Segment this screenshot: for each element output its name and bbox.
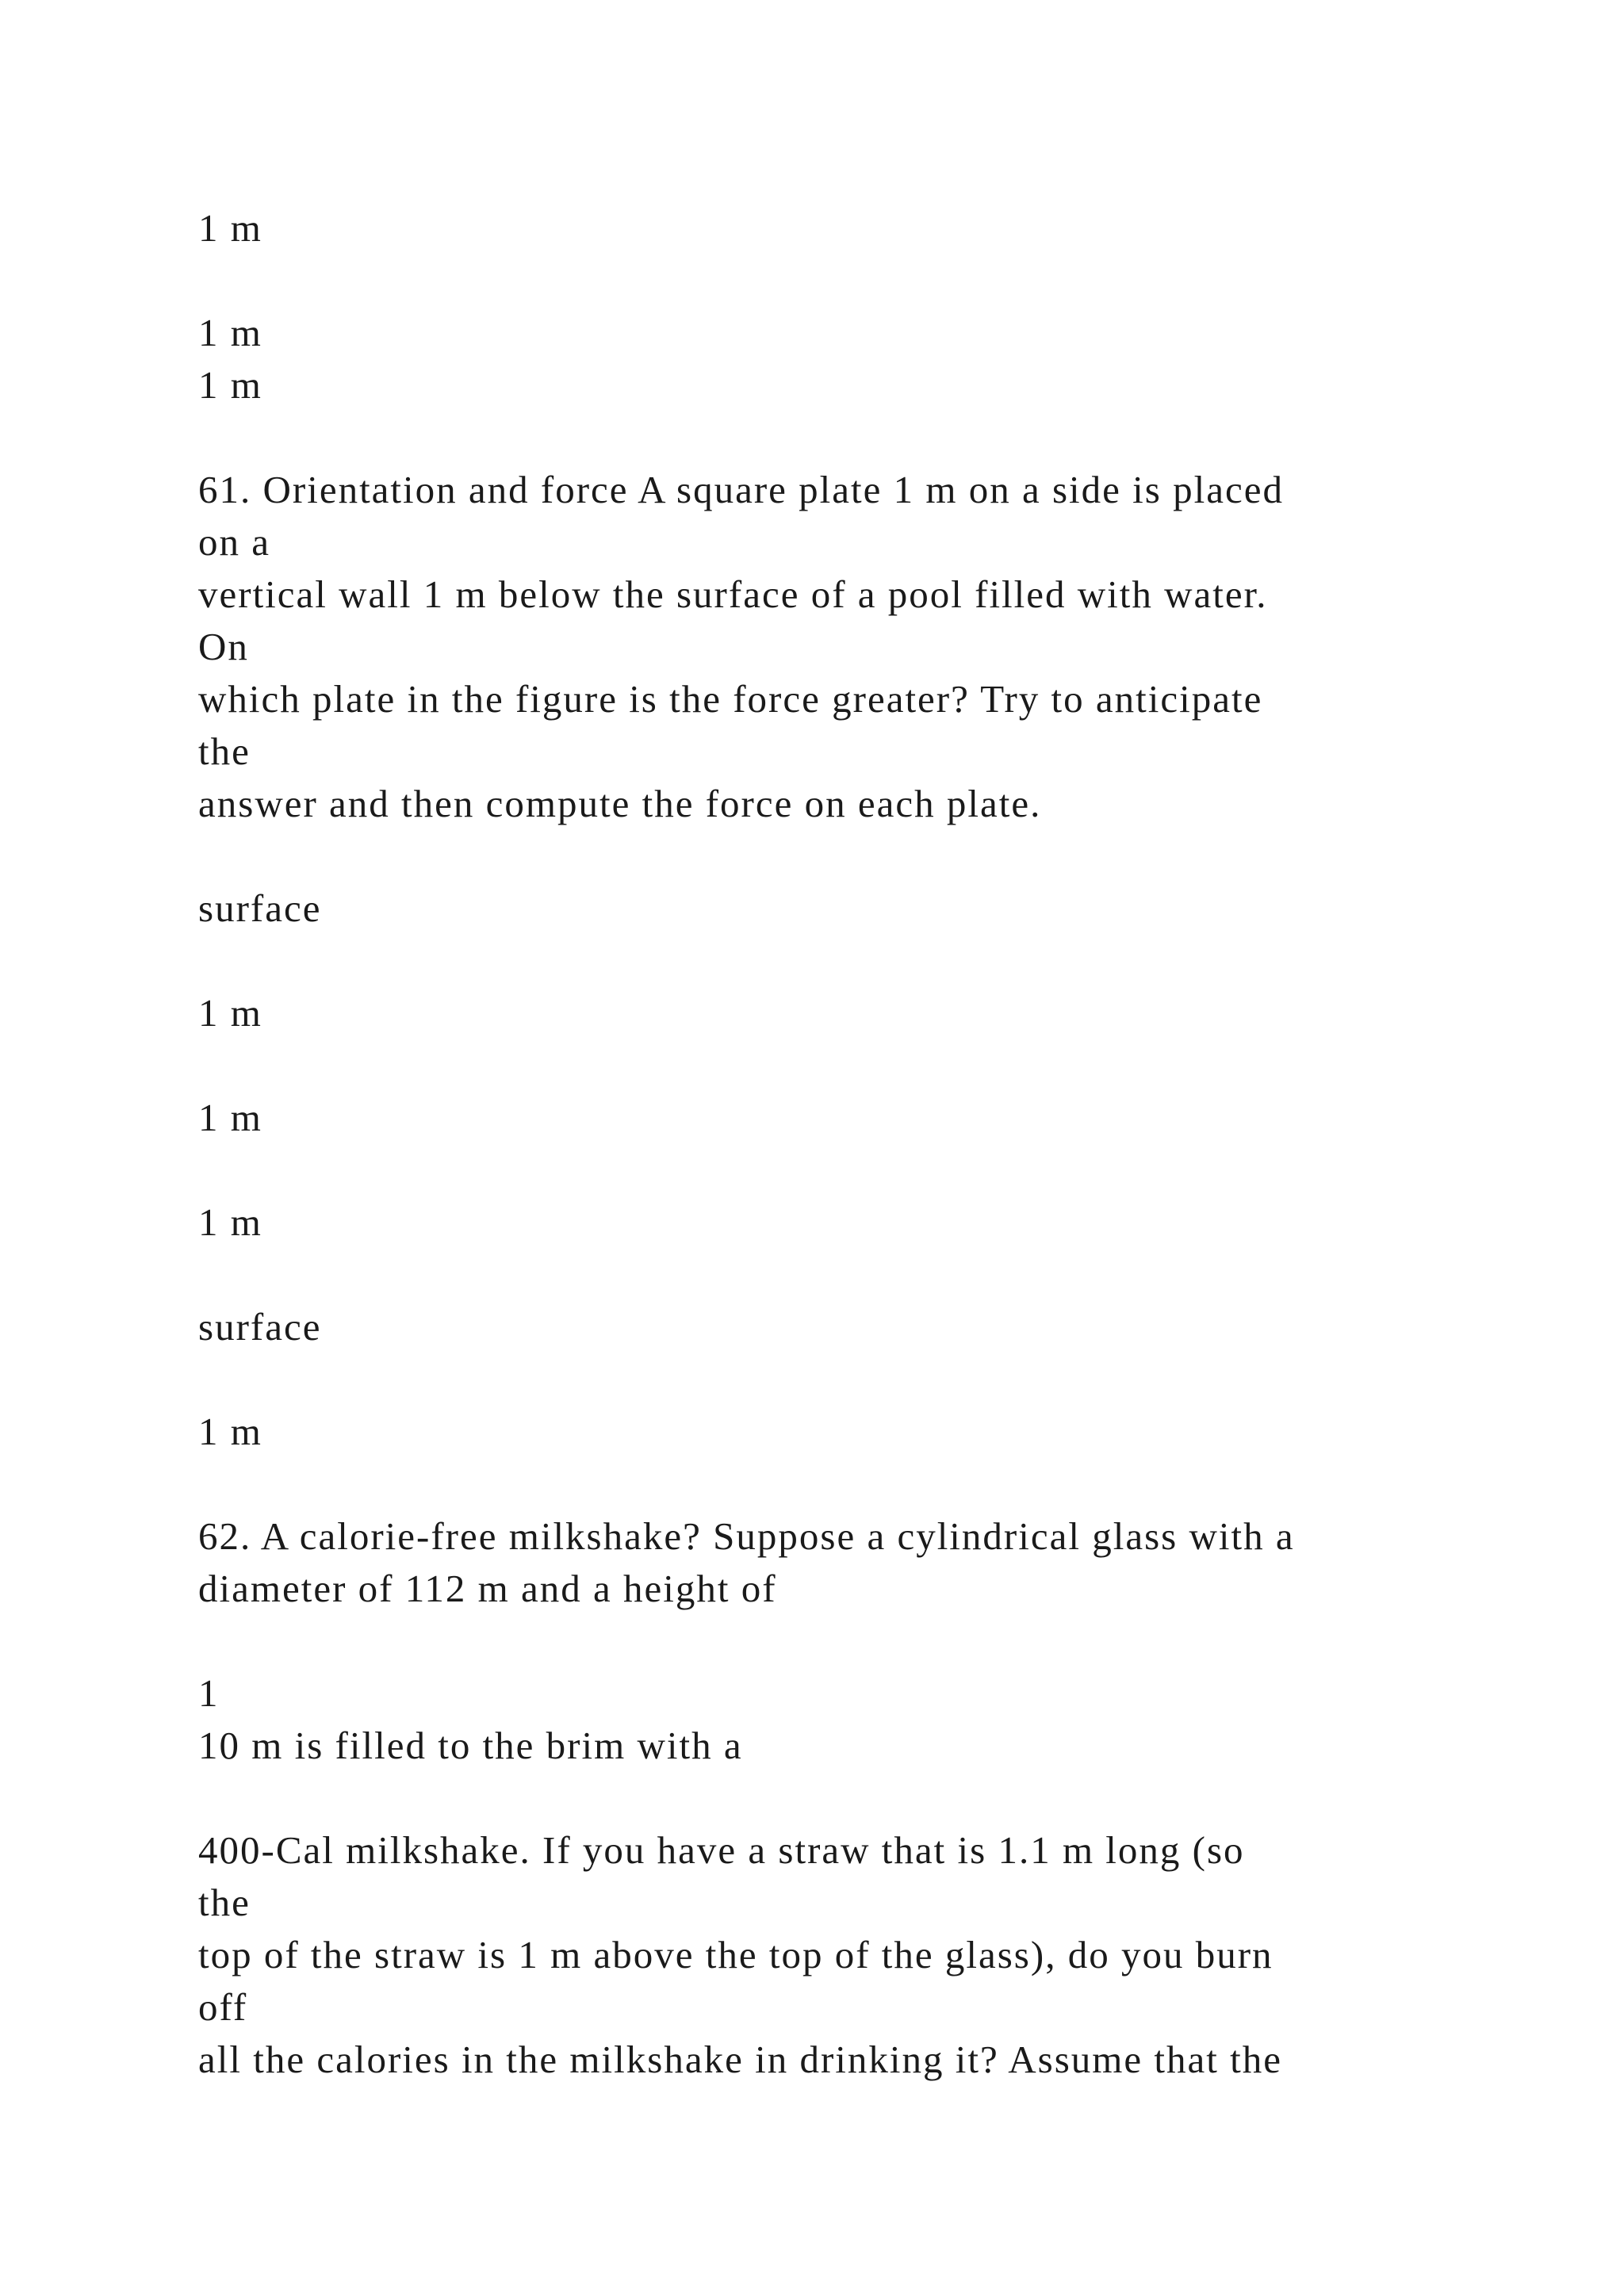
blank-line [198, 1458, 1499, 1510]
problem-61-line: 61. Orientation and force A square plate 1 m on a side is placed [198, 468, 1284, 511]
figure-label: 1 m [198, 1410, 262, 1453]
blank-line [198, 830, 1499, 882]
blank-line [198, 1144, 1499, 1196]
problem-61-line: on a [198, 520, 270, 564]
blank-line [198, 1249, 1499, 1301]
blank-line [198, 1039, 1499, 1092]
text-line: 1 m [198, 311, 262, 354]
figure-label: 1 m [198, 1200, 262, 1244]
figure-label: 1 m [198, 1096, 262, 1139]
problem-62-line: all the calories in the milkshake in drinking it? Assume that the [198, 2038, 1282, 2081]
text-line: 1 m [198, 363, 262, 407]
document-text [198, 202, 1499, 2086]
problem-61-line: On [198, 625, 249, 668]
blank-line [198, 1772, 1499, 1824]
problem-62-line: diameter of 112 m and a height of [198, 1567, 777, 1610]
blank-line [198, 1615, 1499, 1667]
problem-61-line: the [198, 729, 251, 773]
problem-62-line: off [198, 1985, 248, 2029]
blank-line [198, 411, 1499, 464]
blank-line [198, 254, 1499, 307]
problem-62-line: 400-Cal milkshake. If you have a straw that is 1.1 m long (so [198, 1828, 1245, 1872]
figure-label: surface [198, 886, 322, 930]
problem-61-line: vertical wall 1 m below the surface of a pool filled with water. [198, 572, 1268, 616]
problem-62-line: the [198, 1881, 251, 1924]
figure-label: surface [198, 1305, 322, 1349]
blank-line [198, 1353, 1499, 1406]
problem-62-line: 62. A calorie-free milkshake? Suppose a cylindrical glass with a [198, 1514, 1295, 1558]
problem-62-line: 1 [198, 1671, 220, 1715]
blank-line [198, 935, 1499, 987]
problem-61-line: which plate in the figure is the force greater? Try to anticipate [198, 677, 1263, 721]
problem-62-line: 10 m is filled to the brim with a [198, 1724, 743, 1767]
problem-61-line: answer and then compute the force on each plate. [198, 782, 1042, 825]
problem-62-line: top of the straw is 1 m above the top of the glass), do you burn [198, 1933, 1274, 1976]
figure-label: 1 m [198, 991, 262, 1035]
text-line: 1 m [198, 206, 262, 250]
